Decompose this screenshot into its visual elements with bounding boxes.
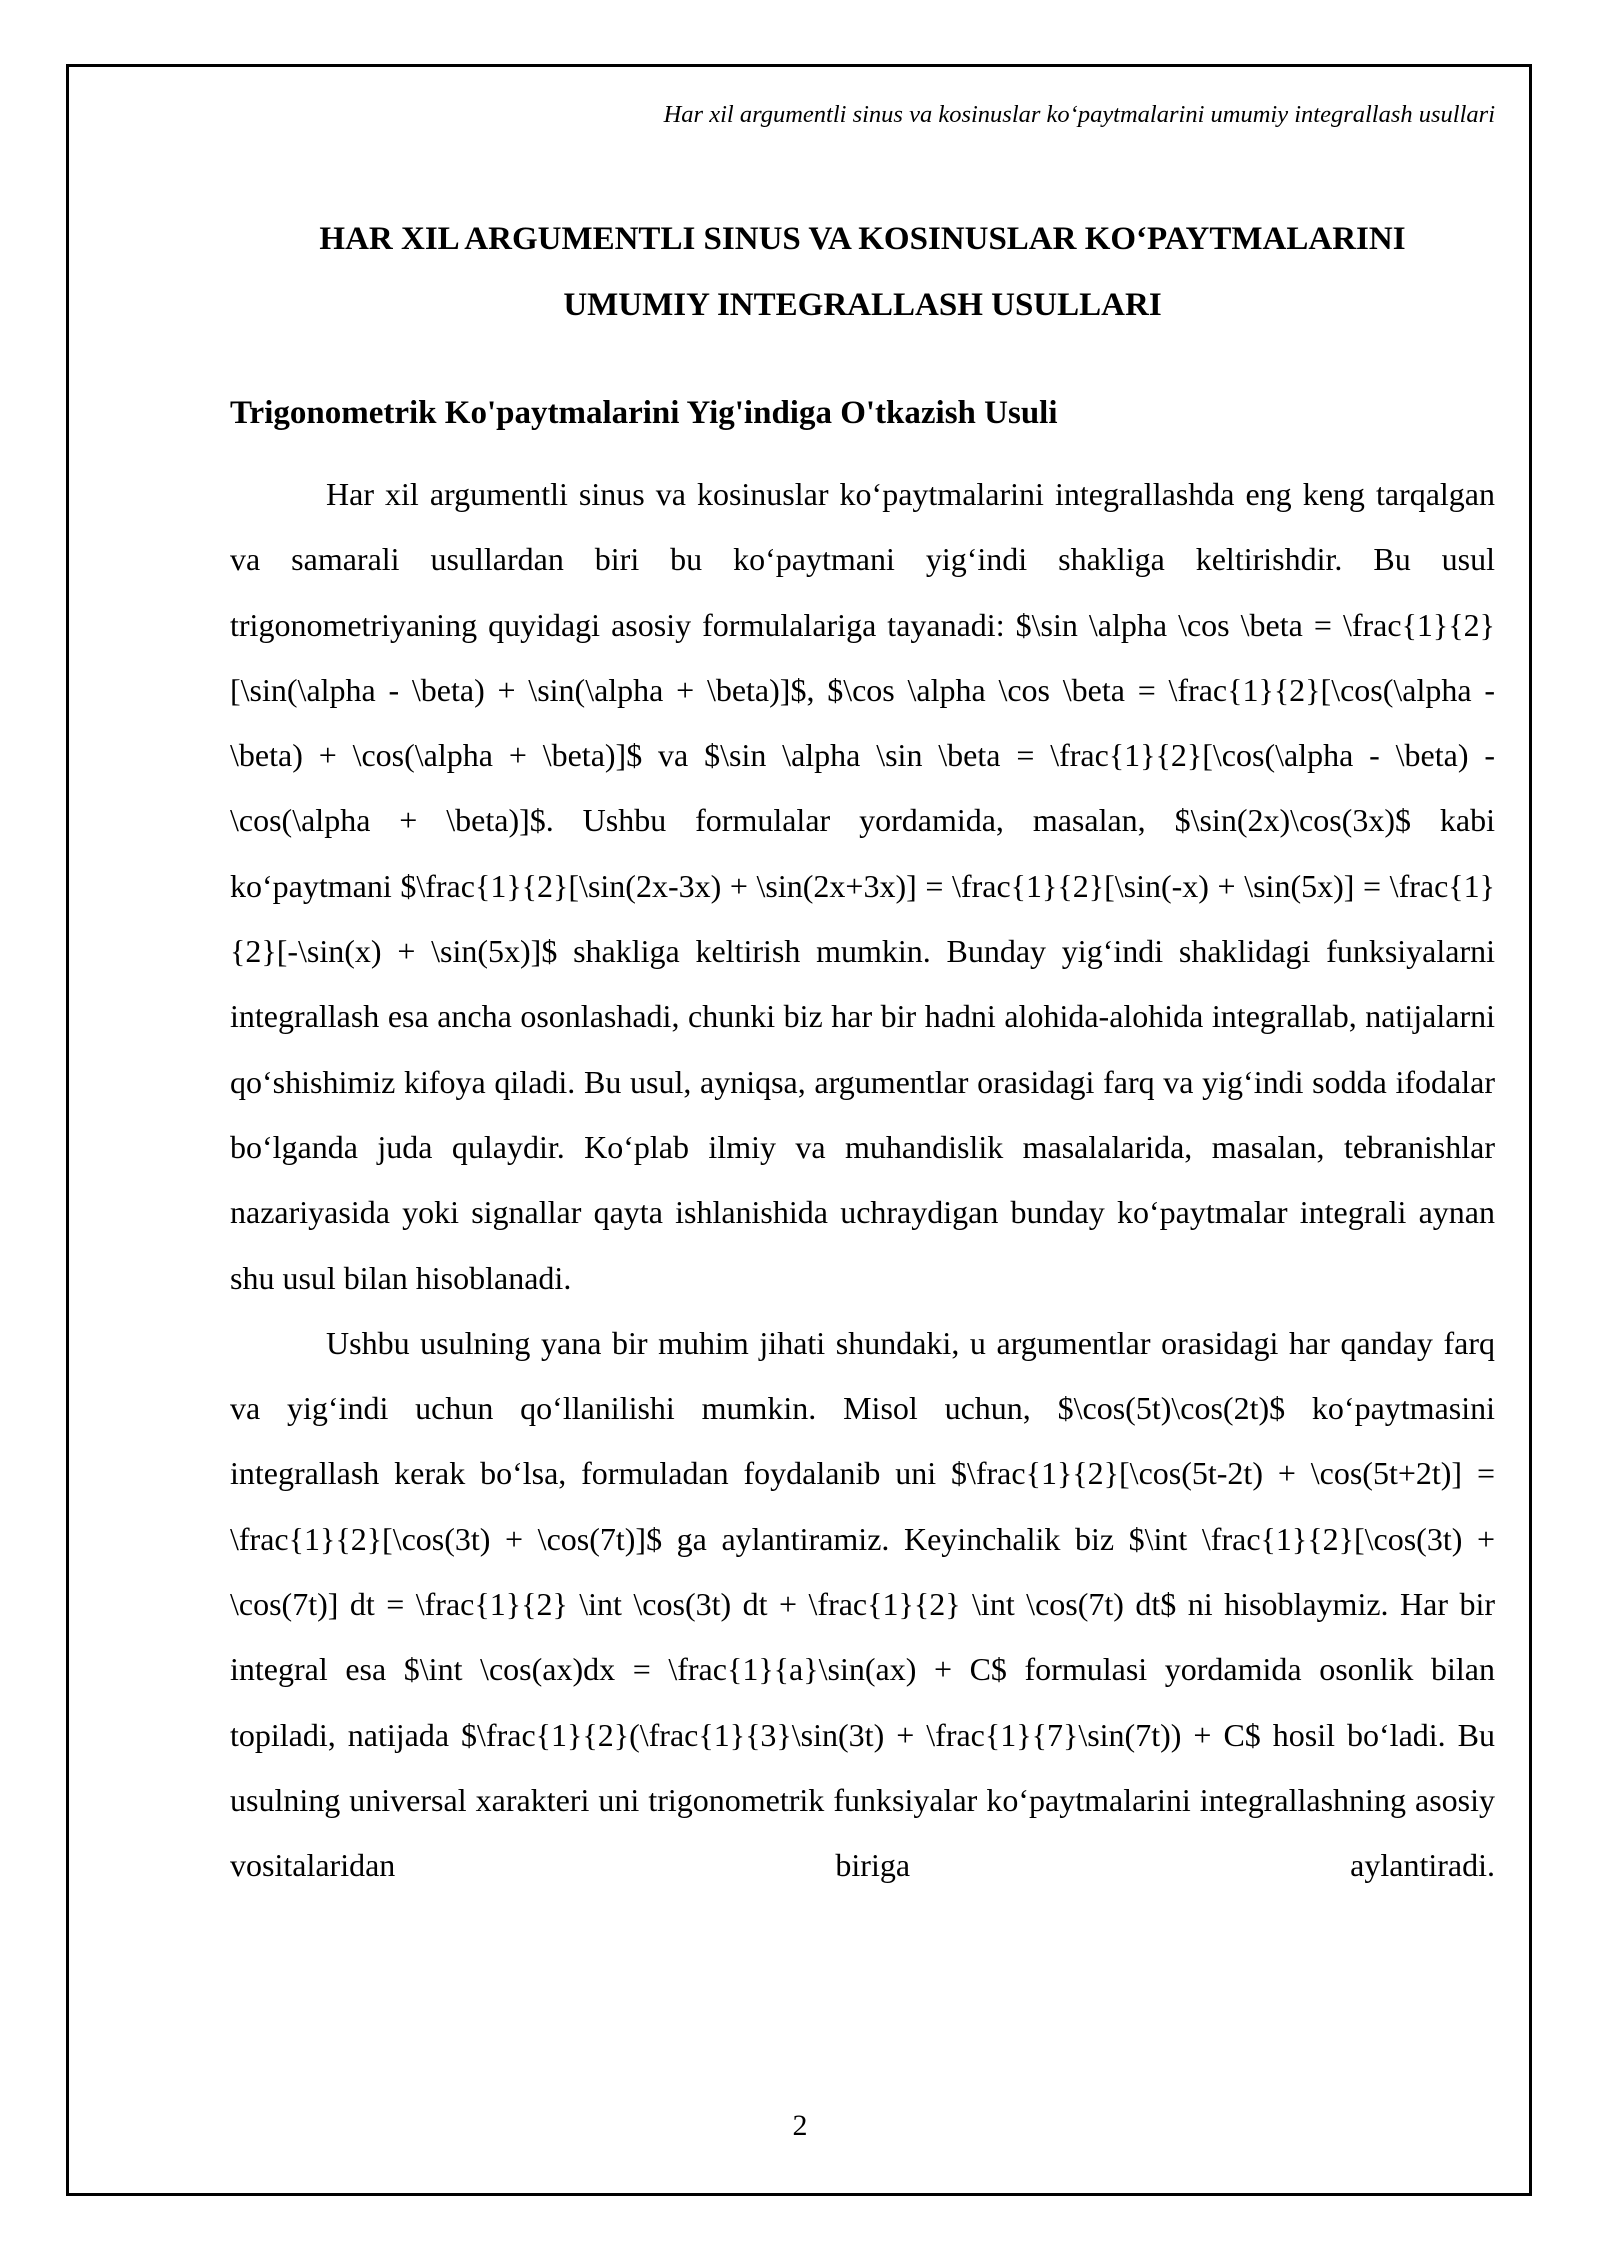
document-title [230,206,1495,338]
document-title-line-2: UMUMIY INTEGRALLASH USULLARI [563,287,1162,323]
document-title-line-1: HAR XIL ARGUMENTLI SINUS VA KOSINUSLAR KO‘PAYTMALARINI [319,221,1406,257]
paragraph-2: Ushbu usulning yana bir muhim jihati shundaki, u argumentlar orasidagi har qanday farq va yig‘indi uchun qo‘llanilishi mumkin. Misol uchun, $\cos(5t)\cos(2t)$ ko‘paytmasini integrallash kerak bo‘lsa, formuladan foydalanib uni $\frac{1}{2}[\cos(5t-2t) + \cos(5t+2t)] = \frac{1}{2}[\cos(3t) + \cos(7t)]$ ga aylantiramiz. Keyinchalik biz $\int \frac{1}{2}[\cos(3t) + \cos(7t)] dt = \frac{1}{2} \int \cos(3t) dt + \frac{1}{2} \int \cos(7t) dt$ ni hisoblaymiz. Har bir integral esa $\int \cos(ax)dx = \frac{1}{a}\sin(ax) + C$ formulasi yordamida osonlik bilan topiladi, natijada $\frac{1}{2}(\frac{1}{3}\sin(3t) + \frac{1}{7}\sin(7t)) + C$ hosil bo‘ladi. Bu usulning universal xarakteri uni trigonometrik funksiyalar ko‘paytmalarini integrallashning asosiy vositalaridan biriga aylantiradi. [230,1324,1495,1884]
body-text [230,462,1495,1899]
section-heading: Trigonometrik Ko'paytmalarini Yig'indiga O'tkazish Usuli [230,395,1058,431]
paragraph-1: Har xil argumentli sinus va kosinuslar ko‘paytmalarini integrallashda eng keng tarqalgan va samarali usullardan biri bu ko‘paytmani yig‘indi shakliga keltirishdir. Bu usul trigonometriyaning quyidagi asosiy formulalariga tayanadi: $\sin \alpha \cos \beta = \frac{1}{2}[\sin(\alpha - \beta) + \sin(\alpha + \beta)]$, $\cos \alpha \cos \beta = \frac{1}{2}[\cos(\alpha - \beta) + \cos(\alpha + \beta)]$ va $\sin \alpha \sin \beta = \frac{1}{2}[\cos(\alpha - \beta) - \cos(\alpha + \beta)]$. Ushbu formulalar yordamida, masalan, $\sin(2x)\cos(3x)$ kabi ko‘paytmani $\frac{1}{2}[\sin(2x-3x) + \sin(2x+3x)] = \frac{1}{2}[\sin(-x) + \sin(5x)] = \frac{1}{2}[-\sin(x) + \sin(5x)]$ shakliga keltirish mumkin. Bunday yig‘indi shaklidagi funksiyalarni integrallash esa ancha osonlashadi, chunki biz har bir hadni alohida-alohida integrallab, natijalarni qo‘shishimiz kifoya qiladi. Bu usul, ayniqsa, argumentlar orasidagi farq va yig‘indi sodda ifodalar bo‘lganda juda qulaydir. Ko‘plab ilmiy va muhandislik masalalarida, masalan, tebranishlar nazariyasida yoki signallar qayta ishlanishida uchraydigan bunday ko‘paytmalar integrali aynan shu usul bilan hisoblanadi. [230,476,1495,1296]
running-header: Har xil argumentli sinus va kosinuslar ko‘paytmalarini umumiy integrallash usullari [663,101,1495,128]
page-number: 2 [792,2109,808,2142]
